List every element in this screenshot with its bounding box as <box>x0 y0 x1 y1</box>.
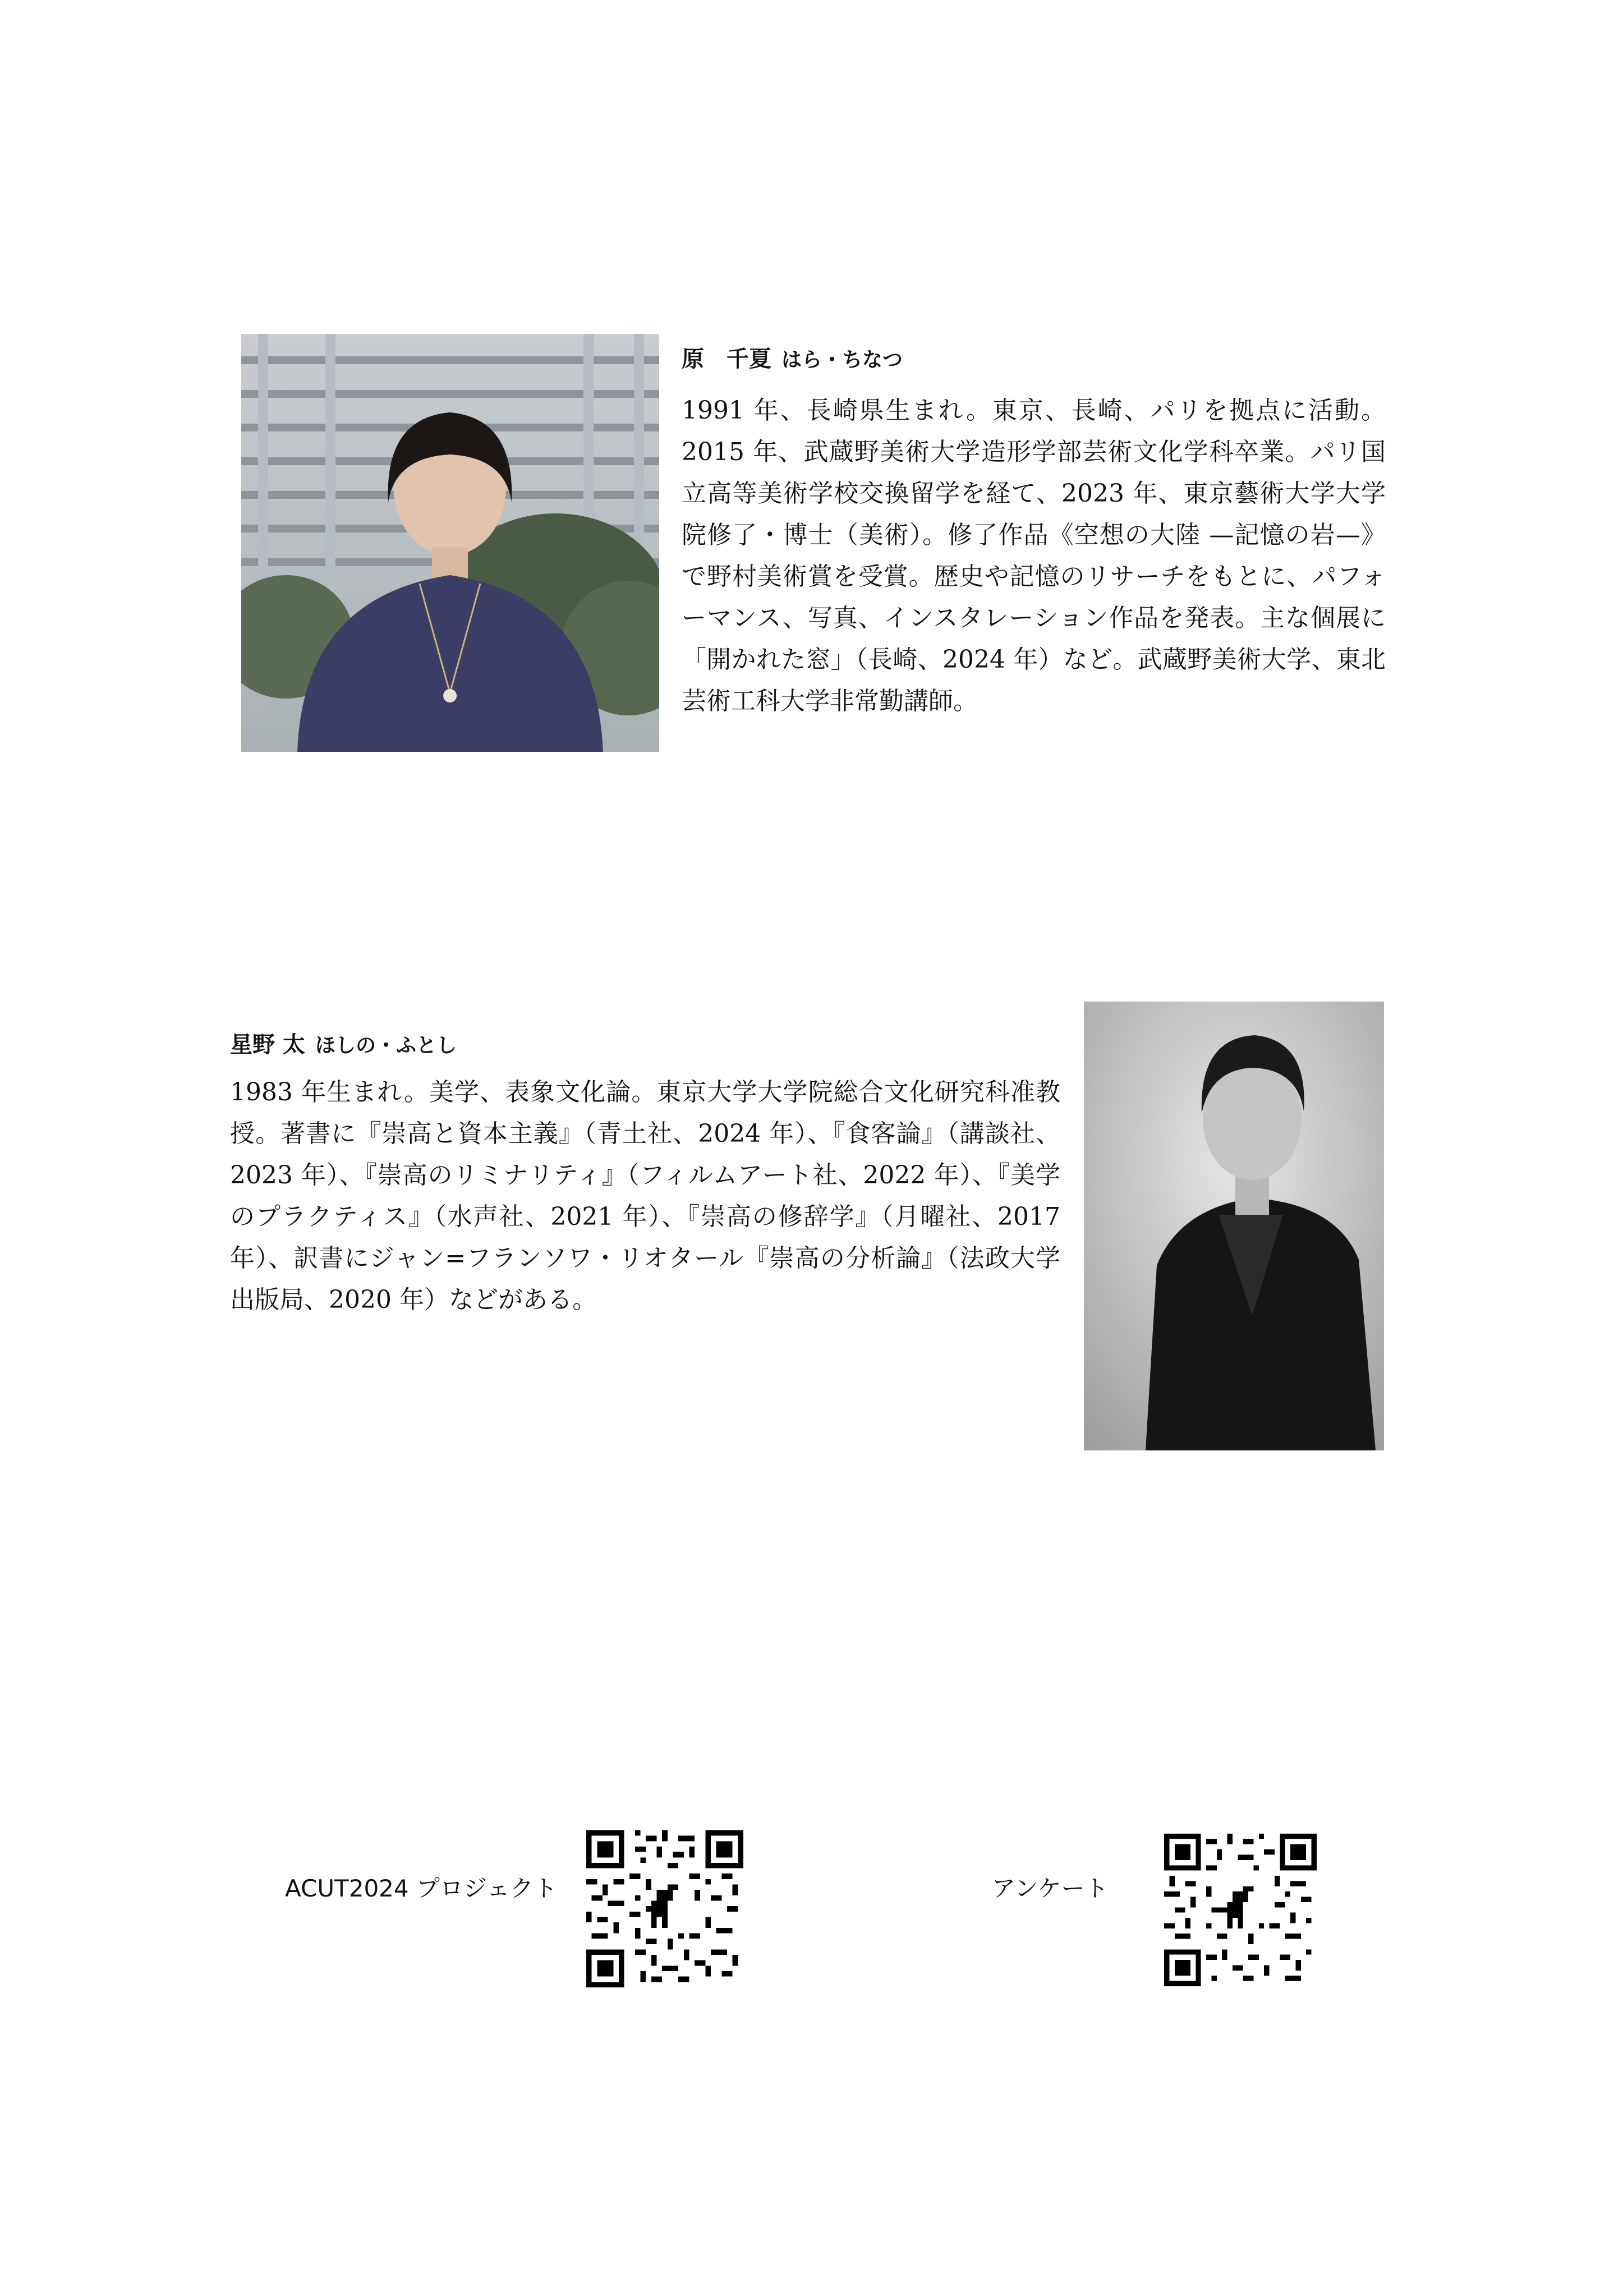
profile-bio-hara: 1991 年、長崎県生まれ。東京、長崎、パリを拠点に活動。2015 年、武蔵野美術大学造形学部芸術文化学科卒業。パリ国立高等美術学校交換留学を経て、2023 年、東京藝術大学大学院修了・博士（美術）。修了作品《空想の大陸 —記憶の岩—》で野村美術賞を受賞。歴史や記憶のリサーチをもとに、パフォーマンス、写真、インスタレーション作品を発表。主な個展に「開かれた窓」（長崎、2024 年）など。武蔵野美術大学、東北芸術工科大学非常勤講師。 <box>682 396 1386 715</box>
qr-code-project[interactable] <box>586 1830 743 1987</box>
qr-code-survey[interactable] <box>1164 1834 1317 1986</box>
profile-name: 原 千夏 <box>682 346 771 372</box>
profile-name: 星野 太 <box>230 1032 305 1058</box>
qr-label-project: ACUT2024 プロジェクト <box>285 1875 558 1902</box>
portrait-hoshino-futoshi <box>1084 1002 1384 1450</box>
profile-name-hoshino <box>230 1027 457 1059</box>
portrait-hara-chinatsu <box>241 334 659 752</box>
qr-label-survey: アンケート <box>992 1875 1109 1902</box>
profile-reading: ほしの・ふとし <box>315 1034 457 1057</box>
profile-reading: はら・ちなつ <box>781 348 903 371</box>
profile-name-hara <box>682 341 903 373</box>
profile-bio-hoshino: 1983 年生まれ。美学、表象文化論。東京大学大学院総合文化研究科准教授。著書に『崇高と資本主義』（青土社、2024 年）、『食客論』（講談社、2023 年）、『崇高のリミナリティ』（フィルムアート社、2022 年）、『美学のプラクティス』（水声社、2021 年）、『崇高の修辞学』（月曜社、2017 年）、訳書にジャン=フランソワ・リオタール『崇高の分析論』（法政大学出版局、2020 年）などがある。 <box>230 1078 1060 1314</box>
